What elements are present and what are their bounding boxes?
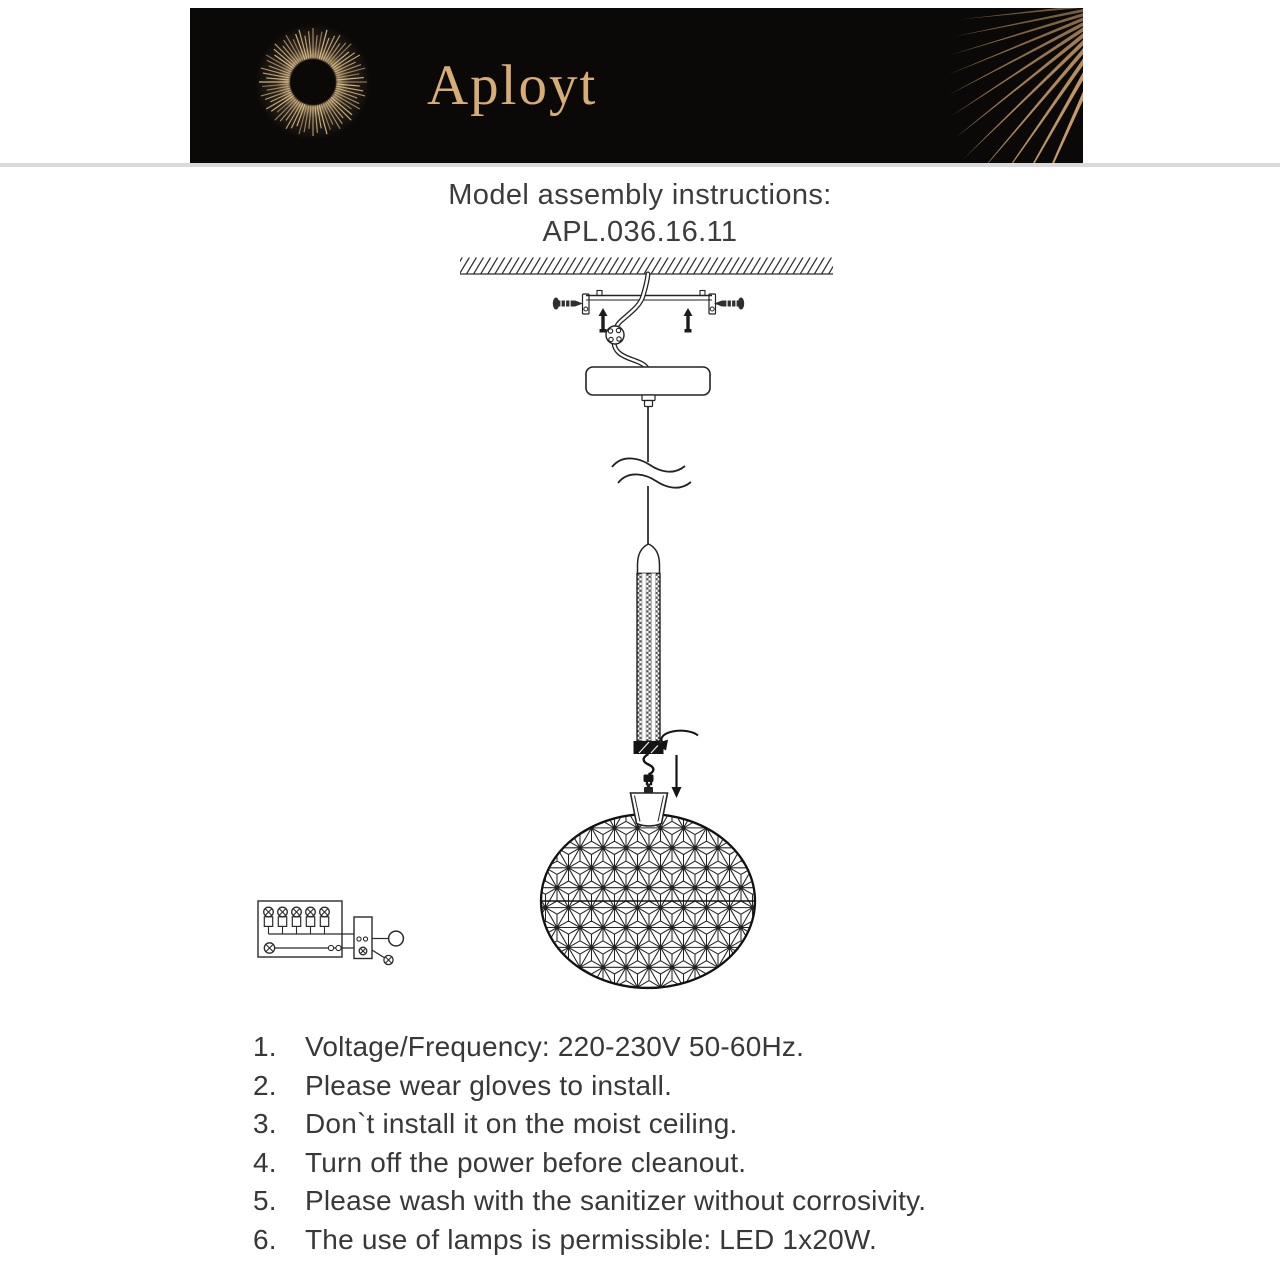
list-item [253,1182,1093,1221]
item-number: 6. [253,1223,277,1255]
item-text: Don`t install it on the moist ceiling. [305,1108,738,1139]
item-number: 1. [253,1031,277,1062]
item-text: The use of lamps is permissible: LED 1x20W. [305,1223,877,1255]
expansion-screw-right-icon [714,298,744,310]
item-number: 5. [253,1185,277,1216]
item-text: Please wash with the sanitizer without corrosivity. [305,1185,927,1216]
supply-wire [614,274,648,368]
item-text: Voltage/Frequency: 220-230V 50-60Hz. [305,1031,805,1062]
item-number: 4. [253,1146,277,1178]
fixing-screw-left-icon [599,308,608,333]
list-item [253,1105,1093,1144]
canopy [586,367,710,407]
terminal-connector-icon [606,326,624,344]
geometric-sphere-shade [511,808,833,1027]
fixing-screw-right-icon [684,308,693,333]
list-item [253,1028,1093,1067]
item-text: Please wear gloves to install. [305,1069,673,1101]
list-item [253,1144,1093,1183]
item-number: 3. [253,1108,277,1139]
patterned-rod [637,574,660,742]
wiring-diagram [258,901,403,965]
lamp-symbol-icon [389,931,404,946]
suspension-cable [612,407,691,548]
title-heading: Model assembly instructions: [448,179,832,211]
item-number: 2. [253,1069,277,1101]
expansion-screw-left-icon [553,298,583,310]
down-arrow-icon [672,755,682,798]
model-number: APL.036.16.11 [542,216,738,248]
list-item [253,1221,1093,1260]
connector-wire-plug-icon [644,754,654,785]
rod-cap [638,544,660,574]
socket-cup [631,793,668,826]
brand-name: Aployt [427,54,598,117]
rotation-arrow-icon [656,731,699,751]
instruction-list [253,1028,1093,1259]
list-item [253,1067,1093,1106]
item-text: Turn off the power before cleanout. [305,1146,747,1178]
